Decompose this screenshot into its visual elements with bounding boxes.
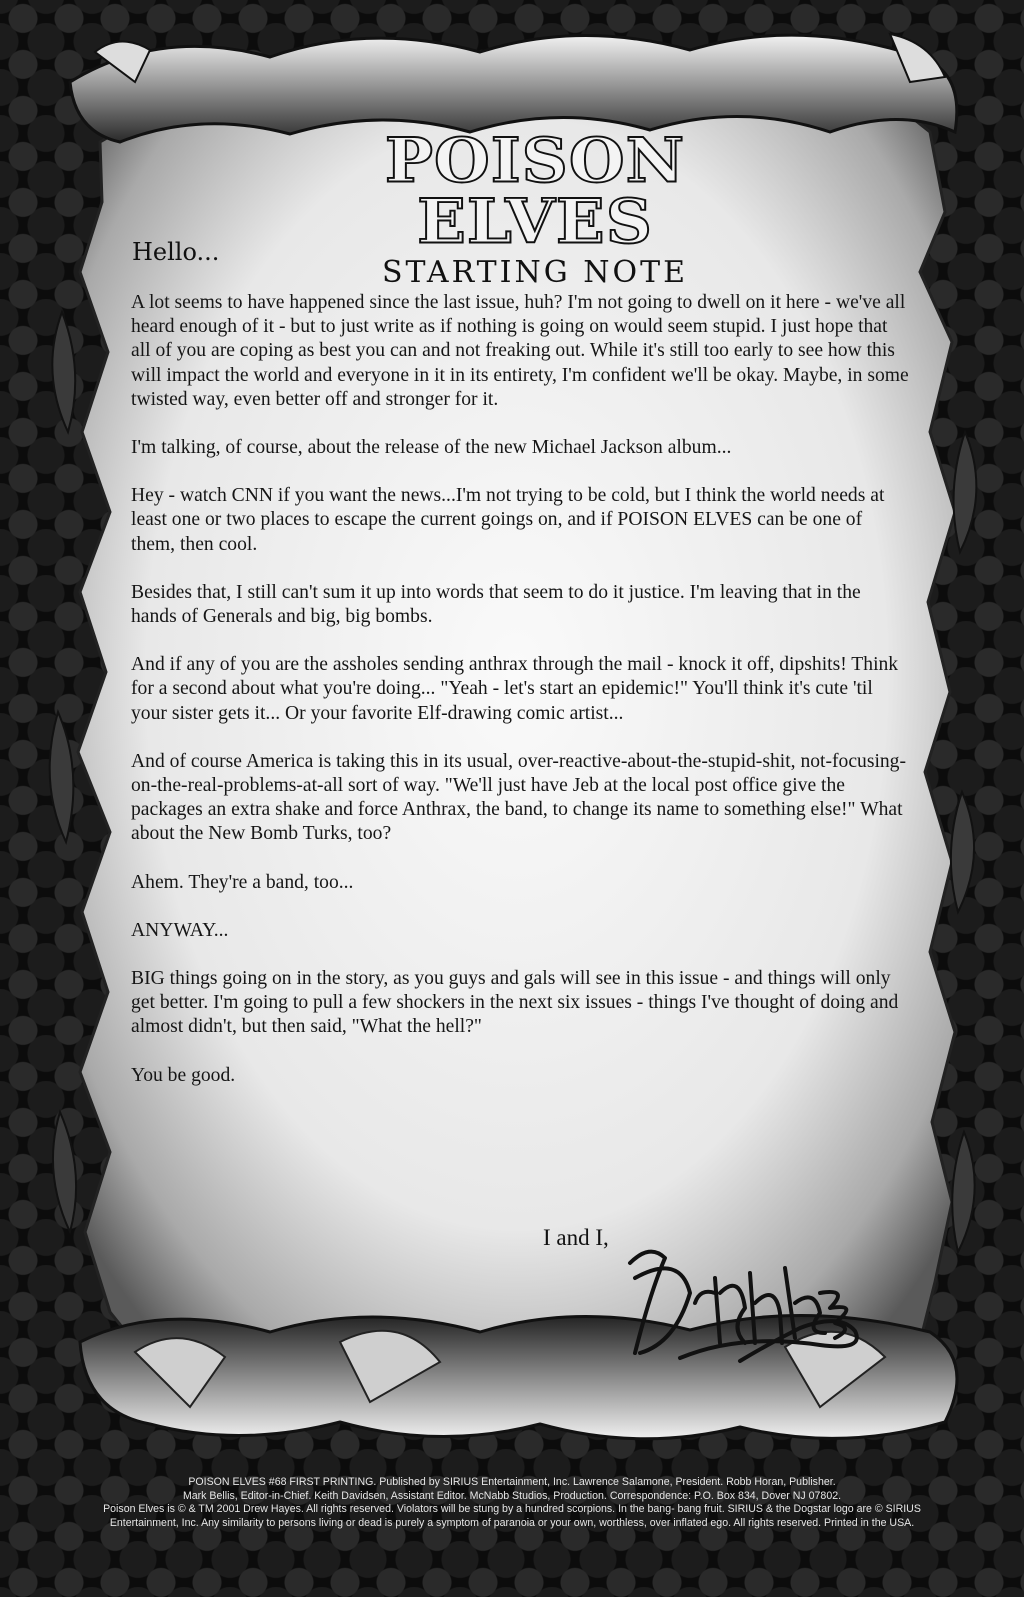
paragraph: And of course America is taking this in its usual, over-reactive-about-the-stupid-shit, not-focusing-on-the-real-problems-at-all sort of way. "We'll just have Jeb at the local post office give the packages an extra shake and force Anthrax, the band, to change its name to something else!" What about the New Bomb Turks, too? (131, 750, 907, 845)
credits-line: Poison Elves is © & TM 2001 Drew Hayes. All rights reserved. Violators will be stung by a hundred scorpions. In the bang- bang fruit. SIRIUS & the Dogstar logo are © SIRIUS (103, 1503, 921, 1516)
paragraph: I'm talking, of course, about the release of the new Michael Jackson album... (131, 437, 732, 459)
page-subtitle: STARTING NOTE (381, 255, 688, 290)
page-title: POISON ELVES (384, 125, 686, 258)
paragraph: A lot seems to have happened since the last issue, huh? I'm not going to dwell on it here - we've all heard enough of it - but to just write as if nothing is going on would seem stupid. I just hope that all of you are coping as best you can and not freaking out. While it's still too early to see how this will impact the world and everyone in it in its entirety, I'm confident we'll be okay. Maybe, in some twisted way, even better off and stronger for it. (131, 292, 909, 410)
paragraph: And if any of you are the assholes sending anthrax through the mail - knock it off, dipshits! Think for a second about what you're doing... "Yeah - let's start an epidemic!" You'll think it's cute 'til your sister gets it... Or your favorite Elf-drawing comic artist... (131, 654, 899, 724)
letter-header (300, 125, 770, 290)
credits-line: POISON ELVES #68 FIRST PRINTING. Published by SIRIUS Entertainment, Inc. Lawrence Salamone, President. Robb Horan, Publisher. (188, 1476, 836, 1488)
greeting: Hello... (132, 238, 220, 266)
paragraph: You be good. (131, 1064, 236, 1086)
credits-line: Mark Bellis, Editor-in-Chief. Keith Davidsen, Assistant Editor. McNabb Studios, Production. Correspondence: P.O. Box 834, Dover NJ 07802. (182, 1489, 842, 1502)
publication-credits (0, 1476, 1024, 1530)
paragraph: Hey - watch CNN if you want the news...I'm not trying to be cold, but I think the world needs at least one or two places to escape the current goings on, and if POISON ELVES can be one of them, then cool. (131, 485, 885, 555)
signoff: I and I, (543, 1225, 609, 1250)
signature-image (620, 1233, 875, 1383)
paragraph: BIG things going on in the story, as you guys and gals will see in this issue - and things will only get better. I'm going to pull a few shockers in the next six issues - things I've thought of doing and almost didn't, but then said, "What the hell?" (131, 968, 899, 1038)
letter-body (131, 291, 911, 1112)
credits-line: Entertainment, Inc. Any similarity to persons living or dead is purely a symptom of paranoia or your own, worthless, over inflated ego. All rights reserved. Printed in the USA. (109, 1516, 915, 1529)
paragraph: Ahem. They're a band, too... (131, 871, 354, 893)
paragraph: ANYWAY... (131, 919, 229, 941)
paragraph: Besides that, I still can't sum it up into words that seem to do it justice. I'm leaving that in the hands of Generals and big, big bombs. (131, 581, 861, 628)
